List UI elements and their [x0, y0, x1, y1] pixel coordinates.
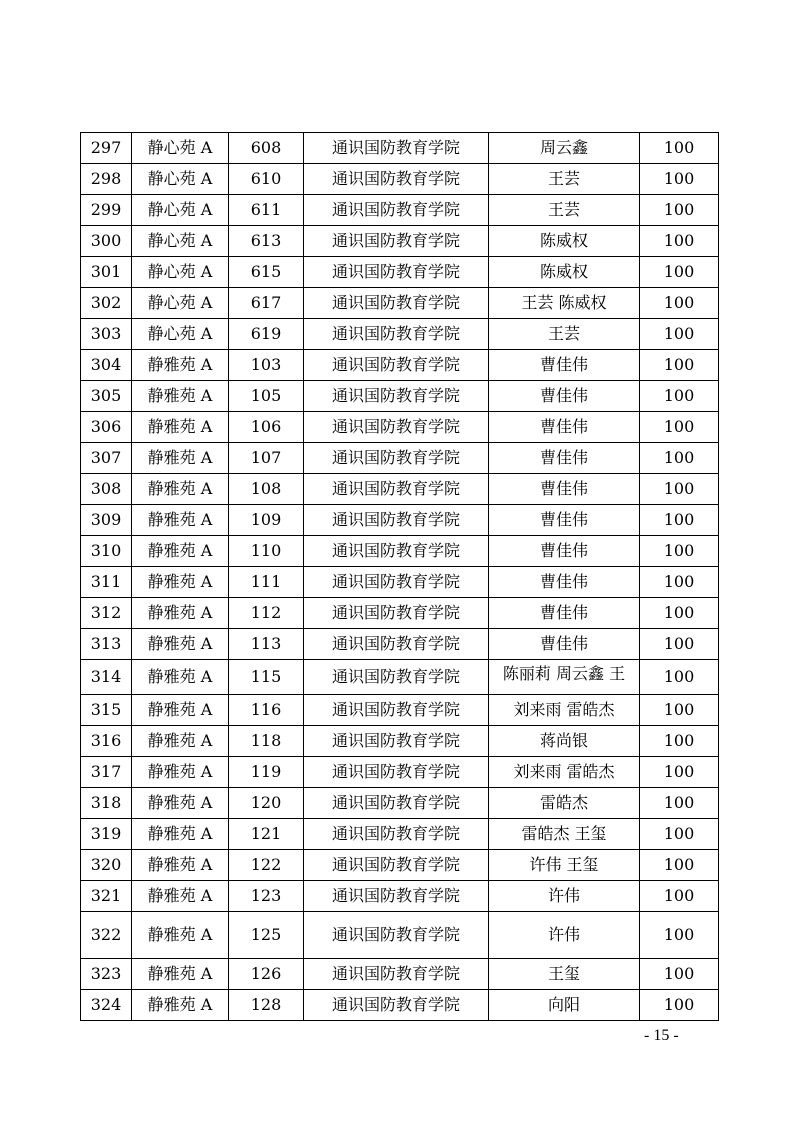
room-number-cell: 103 [229, 350, 304, 381]
room-number-cell: 613 [229, 226, 304, 257]
college-cell: 通识国防教育学院 [304, 757, 489, 788]
building-cell: 静雅苑 A [132, 788, 229, 819]
building-cell: 静心苑 A [132, 257, 229, 288]
row-number-cell: 317 [81, 757, 132, 788]
room-number-cell: 109 [229, 505, 304, 536]
row-number-cell: 324 [81, 990, 132, 1021]
row-number-cell: 313 [81, 629, 132, 660]
college-cell: 通识国防教育学院 [304, 629, 489, 660]
page-number: - 15 - [644, 1027, 679, 1044]
college-cell: 通识国防教育学院 [304, 195, 489, 226]
inspector-cell: 王芸 陈威权 [489, 288, 640, 319]
row-number-cell: 316 [81, 726, 132, 757]
row-number-cell: 300 [81, 226, 132, 257]
room-number-cell: 118 [229, 726, 304, 757]
inspector-cell: 刘来雨 雷皓杰 [489, 757, 640, 788]
room-number-cell: 122 [229, 850, 304, 881]
inspector-cell: 曹佳伟 [489, 381, 640, 412]
room-number-cell: 608 [229, 133, 304, 164]
row-number-cell: 314 [81, 660, 132, 695]
college-cell: 通识国防教育学院 [304, 819, 489, 850]
table-row [81, 474, 719, 505]
table-row [81, 381, 719, 412]
table-row [81, 912, 719, 959]
room-number-cell: 110 [229, 536, 304, 567]
row-number-cell: 302 [81, 288, 132, 319]
inspector-cell: 陈威权 [489, 257, 640, 288]
college-cell: 通识国防教育学院 [304, 695, 489, 726]
room-number-cell: 611 [229, 195, 304, 226]
row-number-cell: 323 [81, 959, 132, 990]
building-cell: 静雅苑 A [132, 536, 229, 567]
table-row [81, 195, 719, 226]
college-cell: 通识国防教育学院 [304, 850, 489, 881]
building-cell: 静雅苑 A [132, 726, 229, 757]
room-number-cell: 126 [229, 959, 304, 990]
score-cell: 100 [640, 505, 719, 536]
inspector-cell: 王芸 [489, 164, 640, 195]
score-cell: 100 [640, 288, 719, 319]
building-cell: 静心苑 A [132, 319, 229, 350]
inspector-cell: 曹佳伟 [489, 567, 640, 598]
room-number-cell: 617 [229, 288, 304, 319]
score-cell: 100 [640, 912, 719, 959]
score-cell: 100 [640, 412, 719, 443]
inspector-cell: 王玺 [489, 959, 640, 990]
inspector-cell: 许伟 [489, 912, 640, 959]
row-number-cell: 306 [81, 412, 132, 443]
table-row [81, 726, 719, 757]
row-number-cell: 304 [81, 350, 132, 381]
college-cell: 通识国防教育学院 [304, 959, 489, 990]
building-cell: 静雅苑 A [132, 819, 229, 850]
table-row [81, 850, 719, 881]
inspector-cell: 许伟 王玺 [489, 850, 640, 881]
room-number-cell: 123 [229, 881, 304, 912]
table-row [81, 567, 719, 598]
table-row [81, 133, 719, 164]
building-cell: 静雅苑 A [132, 350, 229, 381]
inspector-cell: 曹佳伟 [489, 350, 640, 381]
table-row [81, 288, 719, 319]
score-cell: 100 [640, 990, 719, 1021]
table-row [81, 757, 719, 788]
row-number-cell: 299 [81, 195, 132, 226]
row-number-cell: 318 [81, 788, 132, 819]
college-cell: 通识国防教育学院 [304, 788, 489, 819]
row-number-cell: 320 [81, 850, 132, 881]
score-cell: 100 [640, 629, 719, 660]
college-cell: 通识国防教育学院 [304, 257, 489, 288]
table-row [81, 443, 719, 474]
room-number-cell: 115 [229, 660, 304, 695]
table-row [81, 598, 719, 629]
college-cell: 通识国防教育学院 [304, 350, 489, 381]
table-row [81, 505, 719, 536]
college-cell: 通识国防教育学院 [304, 726, 489, 757]
building-cell: 静雅苑 A [132, 660, 229, 695]
score-cell: 100 [640, 788, 719, 819]
table-row [81, 226, 719, 257]
building-cell: 静心苑 A [132, 133, 229, 164]
score-cell: 100 [640, 598, 719, 629]
college-cell: 通识国防教育学院 [304, 536, 489, 567]
row-number-cell: 319 [81, 819, 132, 850]
inspector-cell: 曹佳伟 [489, 474, 640, 505]
inspector-cell: 曹佳伟 [489, 598, 640, 629]
room-number-cell: 112 [229, 598, 304, 629]
college-cell: 通识国防教育学院 [304, 598, 489, 629]
score-cell: 100 [640, 164, 719, 195]
score-cell: 100 [640, 850, 719, 881]
room-number-cell: 128 [229, 990, 304, 1021]
table-row [81, 319, 719, 350]
building-cell: 静雅苑 A [132, 990, 229, 1021]
score-cell: 100 [640, 536, 719, 567]
college-cell: 通识国防教育学院 [304, 505, 489, 536]
building-cell: 静心苑 A [132, 226, 229, 257]
building-cell: 静雅苑 A [132, 695, 229, 726]
score-cell: 100 [640, 567, 719, 598]
table-row [81, 350, 719, 381]
college-cell: 通识国防教育学院 [304, 319, 489, 350]
college-cell: 通识国防教育学院 [304, 912, 489, 959]
room-number-cell: 113 [229, 629, 304, 660]
college-cell: 通识国防教育学院 [304, 412, 489, 443]
room-number-cell: 125 [229, 912, 304, 959]
score-cell: 100 [640, 195, 719, 226]
inspector-cell: 许伟 [489, 881, 640, 912]
college-cell: 通识国防教育学院 [304, 474, 489, 505]
table-row [81, 990, 719, 1021]
score-cell: 100 [640, 474, 719, 505]
score-cell: 100 [640, 226, 719, 257]
room-number-cell: 116 [229, 695, 304, 726]
room-number-cell: 107 [229, 443, 304, 474]
table-row [81, 164, 719, 195]
row-number-cell: 301 [81, 257, 132, 288]
room-number-cell: 121 [229, 819, 304, 850]
building-cell: 静雅苑 A [132, 567, 229, 598]
building-cell: 静心苑 A [132, 288, 229, 319]
college-cell: 通识国防教育学院 [304, 288, 489, 319]
college-cell: 通识国防教育学院 [304, 381, 489, 412]
row-number-cell: 305 [81, 381, 132, 412]
score-cell: 100 [640, 726, 719, 757]
building-cell: 静雅苑 A [132, 629, 229, 660]
score-cell: 100 [640, 319, 719, 350]
score-cell: 100 [640, 881, 719, 912]
score-cell: 100 [640, 757, 719, 788]
score-cell: 100 [640, 959, 719, 990]
inspector-cell: 陈威权 [489, 226, 640, 257]
college-cell: 通识国防教育学院 [304, 226, 489, 257]
dormitory-score-table [80, 132, 719, 1021]
table-row [81, 412, 719, 443]
building-cell: 静雅苑 A [132, 881, 229, 912]
room-number-cell: 619 [229, 319, 304, 350]
inspector-cell: 刘来雨 雷皓杰 [489, 695, 640, 726]
row-number-cell: 322 [81, 912, 132, 959]
row-number-cell: 311 [81, 567, 132, 598]
score-cell: 100 [640, 381, 719, 412]
college-cell: 通识国防教育学院 [304, 133, 489, 164]
building-cell: 静雅苑 A [132, 443, 229, 474]
table-row [81, 629, 719, 660]
row-number-cell: 312 [81, 598, 132, 629]
row-number-cell: 307 [81, 443, 132, 474]
table-row [81, 881, 719, 912]
table-row [81, 695, 719, 726]
row-number-cell: 298 [81, 164, 132, 195]
building-cell: 静雅苑 A [132, 850, 229, 881]
row-number-cell: 321 [81, 881, 132, 912]
room-number-cell: 119 [229, 757, 304, 788]
table-row [81, 660, 719, 695]
score-cell: 100 [640, 133, 719, 164]
room-number-cell: 106 [229, 412, 304, 443]
table-row [81, 257, 719, 288]
college-cell: 通识国防教育学院 [304, 567, 489, 598]
room-number-cell: 615 [229, 257, 304, 288]
room-number-cell: 610 [229, 164, 304, 195]
table-row [81, 959, 719, 990]
building-cell: 静雅苑 A [132, 381, 229, 412]
inspector-cell: 陈丽莉 周云鑫 王 [489, 660, 640, 695]
inspector-cell: 王芸 [489, 319, 640, 350]
inspector-cell: 曹佳伟 [489, 505, 640, 536]
college-cell: 通识国防教育学院 [304, 660, 489, 695]
college-cell: 通识国防教育学院 [304, 881, 489, 912]
building-cell: 静雅苑 A [132, 959, 229, 990]
inspector-cell: 周云鑫 [489, 133, 640, 164]
room-number-cell: 111 [229, 567, 304, 598]
inspector-cell: 雷皓杰 王玺 [489, 819, 640, 850]
table-body [81, 133, 719, 1021]
inspector-cell: 蒋尚银 [489, 726, 640, 757]
row-number-cell: 315 [81, 695, 132, 726]
score-cell: 100 [640, 819, 719, 850]
room-number-cell: 120 [229, 788, 304, 819]
score-cell: 100 [640, 257, 719, 288]
score-cell: 100 [640, 695, 719, 726]
row-number-cell: 308 [81, 474, 132, 505]
room-number-cell: 108 [229, 474, 304, 505]
inspector-cell: 向阳 [489, 990, 640, 1021]
table-row [81, 536, 719, 567]
college-cell: 通识国防教育学院 [304, 443, 489, 474]
inspector-cell: 曹佳伟 [489, 443, 640, 474]
building-cell: 静心苑 A [132, 164, 229, 195]
inspector-cell: 王芸 [489, 195, 640, 226]
room-number-cell: 105 [229, 381, 304, 412]
building-cell: 静雅苑 A [132, 412, 229, 443]
inspector-cell: 曹佳伟 [489, 629, 640, 660]
inspector-cell: 曹佳伟 [489, 412, 640, 443]
row-number-cell: 303 [81, 319, 132, 350]
inspector-cell: 雷皓杰 [489, 788, 640, 819]
building-cell: 静雅苑 A [132, 757, 229, 788]
row-number-cell: 297 [81, 133, 132, 164]
building-cell: 静雅苑 A [132, 598, 229, 629]
table-row [81, 788, 719, 819]
row-number-cell: 309 [81, 505, 132, 536]
college-cell: 通识国防教育学院 [304, 990, 489, 1021]
row-number-cell: 310 [81, 536, 132, 567]
score-cell: 100 [640, 350, 719, 381]
score-cell: 100 [640, 660, 719, 695]
building-cell: 静雅苑 A [132, 474, 229, 505]
table-row [81, 819, 719, 850]
building-cell: 静心苑 A [132, 195, 229, 226]
inspector-cell: 曹佳伟 [489, 536, 640, 567]
building-cell: 静雅苑 A [132, 505, 229, 536]
score-cell: 100 [640, 443, 719, 474]
building-cell: 静雅苑 A [132, 912, 229, 959]
college-cell: 通识国防教育学院 [304, 164, 489, 195]
